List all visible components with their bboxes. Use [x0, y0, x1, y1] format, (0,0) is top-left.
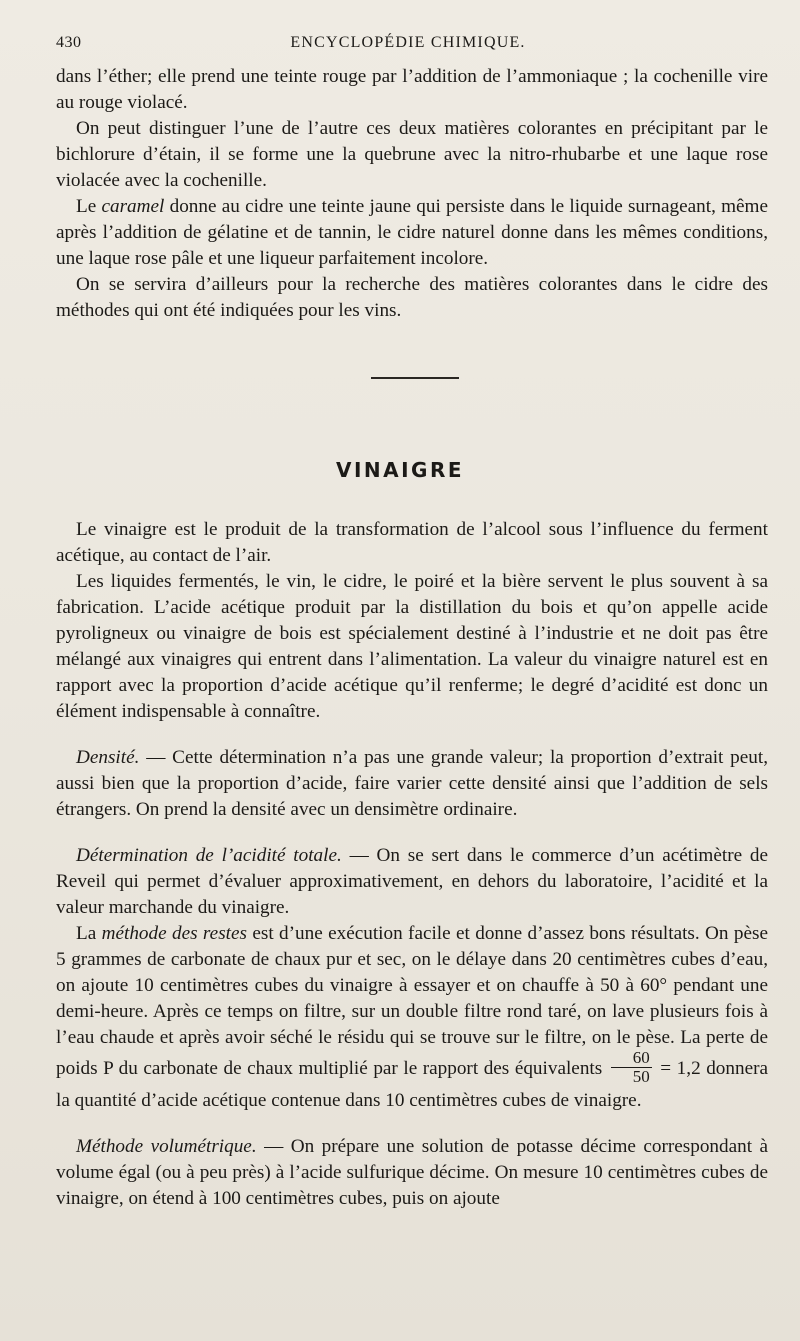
paragraph-definition	[56, 517, 768, 569]
paragraph-text: donne au cidre une teinte jaune qui persiste dans le liquide surnageant, même après l’addition de gélatine et de tannin, le cidre naturel donne dans les mêmes conditions, une laque rose pâle et une liqueur parfaitement incolore.	[56, 196, 768, 269]
italic-heading-densite: Densité.	[76, 747, 140, 768]
paragraph-text-tail: = 1,2 donnera la quantité d’acide acétique contenue dans 10 centimètres cubes de vinaigre.	[56, 1057, 769, 1111]
italic-term-methode-restes: méthode des restes	[101, 923, 247, 944]
running-title: ENCYCLOPÉDIE CHIMIQUE.	[290, 34, 526, 51]
paragraph-text: dans l’éther; elle prend une teinte rouge par l’addition de l’ammoniaque ; la cochenille vire au rouge violacé.	[56, 66, 768, 113]
section-divider	[371, 377, 459, 379]
paragraph-volumetrique	[56, 1134, 768, 1212]
italic-term-caramel: caramel	[101, 196, 165, 217]
page-header	[56, 30, 760, 56]
paragraph-densite	[56, 745, 768, 823]
italic-heading-volumetrique: Méthode volumétrique.	[76, 1136, 257, 1157]
vinaigre-text-block	[56, 517, 768, 1212]
section-title: VINAIGRE	[335, 458, 465, 482]
paragraph-text: — On se sert dans le commerce d’un acétimètre de Reveil qui permet d’évaluer approximativement, en dehors du laboratoire, l’acidité et la valeur marchande du vinaigre.	[56, 845, 768, 918]
paragraph-lead: Le	[76, 196, 102, 217]
paragraph-caramel	[56, 194, 768, 272]
fraction-denominator: 50	[632, 1067, 650, 1086]
paragraph-distinguer	[56, 116, 768, 194]
paragraph-text: Les liquides fermentés, le vin, le cidre, le poiré et la bière servent le plus souvent à sa fabrication. L’acide acétique produit par la distillation du bois et qu’on appelle acide pyroligneux ou vinaigre de bois est spécialement destiné à l’industrie et ne doit pas être mélangé aux vinaigres qui entrent dans l’alimentation. La valeur du vinaigre naturel est en rapport avec la proportion d’acide acétique qu’il renferme; le degré d’acidité est donc un élément indispensable à connaître.	[56, 571, 768, 722]
paragraph-text: Le vinaigre est le produit de la transformation de l’alcool sous l’influence du ferment acétique, au contact de l’air.	[56, 519, 768, 566]
top-text-block	[56, 64, 768, 324]
paragraph-text: On se servira d’ailleurs pour la recherche des matières colorantes dans le cidre des méthodes qui ont été indiquées pour les vins.	[56, 274, 768, 321]
paragraph-cochenille	[56, 64, 768, 116]
paragraph-acidite	[56, 843, 768, 921]
paragraph-text: On peut distinguer l’une de l’autre ces deux matières colorantes en précipitant par le bichlorure d’étain, il se forme une la quebrune avec la nitro-rhubarbe et une laque rose violacée avec la cochenille.	[56, 118, 768, 191]
paragraph-text: est d’une exécution facile et donne d’assez bons résultats. On pèse 5 grammes de carbonate de chaux pur et sec, on le délaye dans 20 centimètres cubes d’eau, on ajoute 10 centimètres cubes du vinaigre à essayer et on chauffe à 50 à 60° pendant une demi-heure. Après ce temps on filtre, sur un double filtre rond taré, on lave plusieurs fois à l’eau chaude et après avoir séché le résidu qui se trouve sur le filtre, on le pèse. La perte de poids P du carbonate de chaux multiplié par le rapport des équivalents	[56, 923, 768, 1079]
italic-heading-acidite: Détermination de l’acidité totale.	[76, 845, 342, 866]
paragraph-lead: La	[76, 923, 102, 944]
fraction-numerator: 60	[611, 1049, 652, 1068]
paragraph-text: — On prépare une solution de potasse décime correspondant à volume égal (ou à peu près) à l’acide sulfurique décime. On mesure 10 centimètres cubes de vinaigre, on étend à 100 centimètres cubes, puis on ajoute	[56, 1136, 769, 1209]
paragraph-liquides	[56, 569, 768, 725]
paragraph-text: — Cette détermination n’a pas une grande valeur; la proportion d’extrait peut, aussi bien que la proportion d’acide, faire varier cette densité ainsi que l’addition de sels étrangers. On prend la densité avec un densimètre ordinaire.	[56, 747, 768, 820]
fraction-equivalents	[611, 1049, 652, 1086]
paragraph-methode-restes	[56, 921, 768, 1114]
paragraph-methodes	[56, 272, 768, 324]
page-number: 430	[56, 34, 82, 51]
